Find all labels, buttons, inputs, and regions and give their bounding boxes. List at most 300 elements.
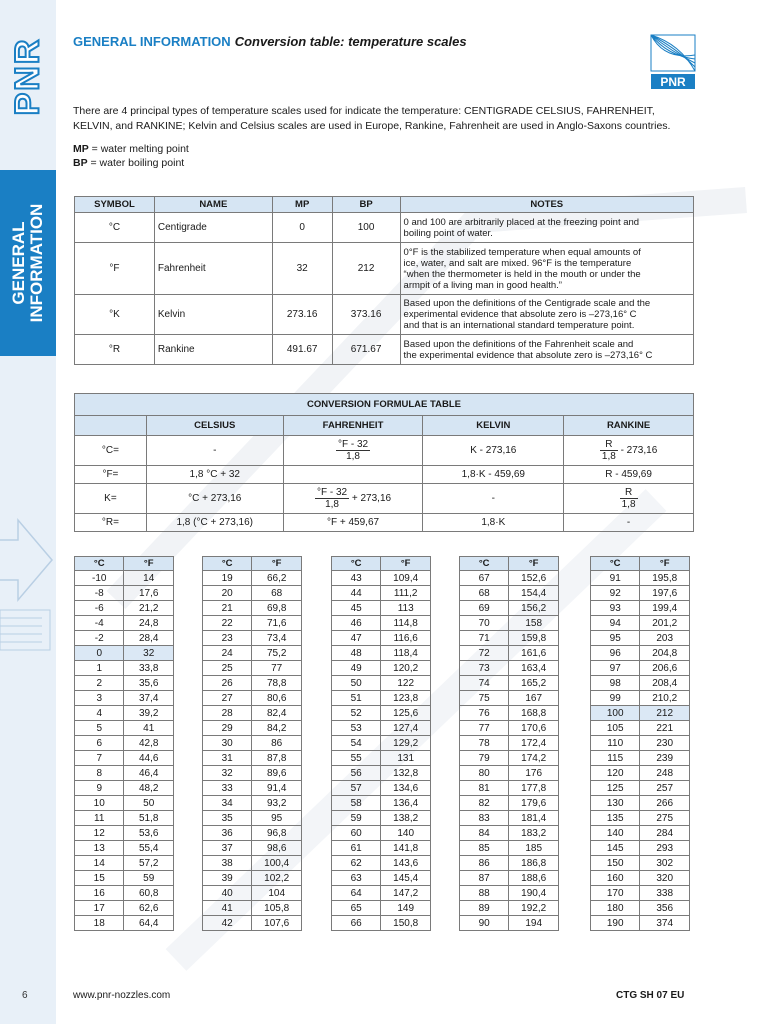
celsius-value: 69 [460, 601, 509, 616]
table-row [460, 571, 559, 586]
celsius-value: 77 [460, 721, 509, 736]
table-row [591, 616, 690, 631]
header-celsius: °C [460, 557, 509, 571]
scale-melting-point: 0 [272, 213, 332, 243]
table-row [203, 886, 302, 901]
fahrenheit-value: 284 [640, 826, 690, 841]
celsius-from-kelvin: K - 273,16 [423, 436, 564, 466]
scale-symbol: °F [75, 243, 155, 295]
celsius-value: 26 [203, 676, 252, 691]
table-row [203, 826, 302, 841]
fraction-numerator: °F - 32 [337, 439, 369, 450]
mp-definition [73, 142, 189, 156]
celsius-value: 22 [203, 616, 252, 631]
celsius-value: 120 [591, 766, 640, 781]
celsius-value: 30 [203, 736, 252, 751]
table-row [332, 646, 431, 661]
page-header [73, 34, 467, 49]
fahrenheit-value: 125,6 [381, 706, 431, 721]
fahrenheit-value: 188,6 [509, 871, 559, 886]
celsius-value: 78 [460, 736, 509, 751]
fahrenheit-from-rankine: R - 459,69 [564, 466, 694, 484]
fraction-suffix: + 273,16 [349, 493, 392, 505]
celsius-value: 29 [203, 721, 252, 736]
kelvin-from-celsius: °C + 273,16 [146, 484, 283, 514]
celsius-value: 93 [591, 601, 640, 616]
table-row [591, 871, 690, 886]
fahrenheit-value: 170,6 [509, 721, 559, 736]
celsius-value: 99 [591, 691, 640, 706]
celsius-value: 87 [460, 871, 509, 886]
table-row [332, 886, 431, 901]
celsius-value: 38 [203, 856, 252, 871]
fahrenheit-value: 89,6 [252, 766, 302, 781]
pnr-logo-text: PNR [660, 75, 686, 89]
fahrenheit-value: 107,6 [252, 916, 302, 931]
table-row [75, 856, 174, 871]
fahrenheit-value: 302 [640, 856, 690, 871]
celsius-value: 110 [591, 736, 640, 751]
celsius-value: 57 [332, 781, 381, 796]
table-row [203, 871, 302, 886]
table-row [332, 781, 431, 796]
celsius-value: -8 [75, 586, 124, 601]
fahrenheit-value: 248 [640, 766, 690, 781]
fahrenheit-value: 147,2 [381, 886, 431, 901]
scale-boiling-point: 671.67 [332, 335, 400, 365]
celsius-value: 45 [332, 601, 381, 616]
celsius-value: 25 [203, 661, 252, 676]
celsius-value: 52 [332, 706, 381, 721]
scale-name: Rankine [154, 335, 272, 365]
temperature-table [459, 556, 559, 931]
table-row [203, 736, 302, 751]
celsius-value: 90 [460, 916, 509, 931]
table-row [591, 736, 690, 751]
table-row [75, 901, 174, 916]
fahrenheit-value: 174,2 [509, 751, 559, 766]
header-symbol: SYMBOL [75, 197, 155, 213]
fahrenheit-value: 203 [640, 631, 690, 646]
table-row [75, 571, 174, 586]
table-row [591, 751, 690, 766]
fahrenheit-value: 37,4 [124, 691, 174, 706]
celsius-value: 89 [460, 901, 509, 916]
celsius-value: 56 [332, 766, 381, 781]
scales-table-header [75, 197, 694, 213]
celsius-value: 70 [460, 616, 509, 631]
fahrenheit-value: 131 [381, 751, 431, 766]
celsius-value: 62 [332, 856, 381, 871]
table-row [203, 856, 302, 871]
celsius-value: 31 [203, 751, 252, 766]
scale-note-line: the experimental evidence that absolute zero is –273,16° C [403, 349, 653, 361]
celsius-value: 59 [332, 811, 381, 826]
scale-note-line: experimental evidence that absolute zero is –273,16° C [403, 309, 637, 320]
fahrenheit-value: 212 [640, 706, 690, 721]
celsius-value: 82 [460, 796, 509, 811]
fahrenheit-value: 138,2 [381, 811, 431, 826]
decorative-arrow-graphic [0, 500, 56, 700]
celsius-value: 23 [203, 631, 252, 646]
celsius-value: 83 [460, 811, 509, 826]
table-row [203, 706, 302, 721]
bp-definition [73, 156, 189, 170]
celsius-value: 6 [75, 736, 124, 751]
celsius-value: -2 [75, 631, 124, 646]
fahrenheit-value: 122 [381, 676, 431, 691]
scale-melting-point: 491.67 [272, 335, 332, 365]
table-row [591, 601, 690, 616]
table-row [332, 616, 431, 631]
fahrenheit-value: 204,8 [640, 646, 690, 661]
table-row [591, 916, 690, 931]
temperature-table [331, 556, 431, 931]
formula-row-rankine [75, 514, 694, 532]
fahrenheit-value: 161,6 [509, 646, 559, 661]
scale-note-line: and that is an international standard temperature point. [403, 320, 635, 331]
fahrenheit-value: 95 [252, 811, 302, 826]
fahrenheit-value: 41 [124, 721, 174, 736]
row-label-kelvin: K= [75, 484, 147, 514]
celsius-value: 10 [75, 796, 124, 811]
row-label-rankine: °R= [75, 514, 147, 532]
table-row [460, 616, 559, 631]
header-fahrenheit: °F [640, 557, 690, 571]
header-celsius: °C [332, 557, 381, 571]
celsius-value: 42 [203, 916, 252, 931]
celsius-value: 36 [203, 826, 252, 841]
table-row [460, 751, 559, 766]
fahrenheit-value: 149 [381, 901, 431, 916]
fahrenheit-value: 46,4 [124, 766, 174, 781]
celsius-value: 5 [75, 721, 124, 736]
celsius-value: 64 [332, 886, 381, 901]
table-row [332, 901, 431, 916]
scale-name: Centigrade [154, 213, 272, 243]
fahrenheit-value: 338 [640, 886, 690, 901]
celsius-value: -4 [75, 616, 124, 631]
table-row [203, 631, 302, 646]
table-row [203, 721, 302, 736]
celsius-value: 28 [203, 706, 252, 721]
fahrenheit-value: 62,6 [124, 901, 174, 916]
scale-row [75, 295, 694, 335]
scale-row [75, 335, 694, 365]
celsius-value: 75 [460, 691, 509, 706]
fahrenheit-value: 98,6 [252, 841, 302, 856]
table-row [591, 796, 690, 811]
definitions [73, 142, 189, 170]
fahrenheit-value: 186,8 [509, 856, 559, 871]
table-row [332, 751, 431, 766]
celsius-value: 17 [75, 901, 124, 916]
table-row [591, 631, 690, 646]
table-row [203, 691, 302, 706]
fahrenheit-value: 111,2 [381, 586, 431, 601]
celsius-value: 80 [460, 766, 509, 781]
fahrenheit-value: 266 [640, 796, 690, 811]
fahrenheit-value: 320 [640, 871, 690, 886]
mp-text: = water melting point [88, 143, 189, 155]
header-mp: MP [272, 197, 332, 213]
scale-boiling-point: 100 [332, 213, 400, 243]
fahrenheit-value: 102,2 [252, 871, 302, 886]
celsius-value: 15 [75, 871, 124, 886]
celsius-value: 12 [75, 826, 124, 841]
fahrenheit-value: 127,4 [381, 721, 431, 736]
celsius-value: 27 [203, 691, 252, 706]
section-title: GENERAL INFORMATION [73, 34, 231, 49]
fahrenheit-value: 75,2 [252, 646, 302, 661]
table-row [460, 841, 559, 856]
table-row [591, 886, 690, 901]
table-row [591, 691, 690, 706]
celsius-value: 48 [332, 646, 381, 661]
table-row [591, 661, 690, 676]
kelvin-from-fahrenheit [283, 484, 423, 514]
fahrenheit-value: 195,8 [640, 571, 690, 586]
fahrenheit-from-fahrenheit [283, 466, 423, 484]
table-row [203, 766, 302, 781]
header-fahrenheit: °F [124, 557, 174, 571]
celsius-value: 51 [332, 691, 381, 706]
fahrenheit-value: 80,6 [252, 691, 302, 706]
fahrenheit-value: 257 [640, 781, 690, 796]
table-row [332, 631, 431, 646]
celsius-value: 76 [460, 706, 509, 721]
table-row [203, 616, 302, 631]
table-row [591, 901, 690, 916]
celsius-value: 49 [332, 661, 381, 676]
celsius-value: 1 [75, 661, 124, 676]
scale-melting-point: 273.16 [272, 295, 332, 335]
table-row [203, 751, 302, 766]
celsius-value: 16 [75, 886, 124, 901]
fahrenheit-value: 159,8 [509, 631, 559, 646]
fahrenheit-value: 114,8 [381, 616, 431, 631]
table-row [203, 571, 302, 586]
celsius-value: 14 [75, 856, 124, 871]
celsius-value: 33 [203, 781, 252, 796]
table-row [203, 811, 302, 826]
fahrenheit-value: 177,8 [509, 781, 559, 796]
fahrenheit-value: 73,4 [252, 631, 302, 646]
celsius-value: 98 [591, 676, 640, 691]
fahrenheit-value: 158 [509, 616, 559, 631]
fahrenheit-value: 179,6 [509, 796, 559, 811]
celsius-value: 55 [332, 751, 381, 766]
table-row [460, 646, 559, 661]
table-row [460, 811, 559, 826]
header-blank [75, 416, 147, 436]
fahrenheit-value: 77 [252, 661, 302, 676]
celsius-value: 13 [75, 841, 124, 856]
page-number: 6 [22, 990, 28, 1001]
table-row [203, 901, 302, 916]
table-row [460, 736, 559, 751]
fahrenheit-value: 181,4 [509, 811, 559, 826]
fahrenheit-value: 24,8 [124, 616, 174, 631]
table-row [332, 661, 431, 676]
celsius-value: 44 [332, 586, 381, 601]
table-row [460, 796, 559, 811]
row-label-fahrenheit: °F= [75, 466, 147, 484]
table-row [203, 646, 302, 661]
footer-website[interactable]: www.pnr-nozzles.com [73, 990, 171, 1001]
fahrenheit-value: 68 [252, 586, 302, 601]
scale-note-line: Based upon the definitions of the Centigrade scale and the [403, 298, 651, 309]
table-row [332, 811, 431, 826]
fahrenheit-value: 91,4 [252, 781, 302, 796]
fahrenheit-value: 104 [252, 886, 302, 901]
section-tab-label: GENERAL INFORMATION [9, 203, 46, 323]
table-row [460, 601, 559, 616]
table-row [591, 841, 690, 856]
celsius-value: 86 [460, 856, 509, 871]
table-row [460, 916, 559, 931]
scale-note-line: 0 and 100 are arbitrarily placed at the freezing point and [403, 216, 640, 228]
celsius-value: 0 [75, 646, 124, 661]
fahrenheit-value: 199,4 [640, 601, 690, 616]
table-row [332, 871, 431, 886]
fahrenheit-value: 185 [509, 841, 559, 856]
table-row [203, 781, 302, 796]
fahrenheit-value: 374 [640, 916, 690, 931]
celsius-value: 40 [203, 886, 252, 901]
celsius-value: 63 [332, 871, 381, 886]
header-celsius: °C [591, 557, 640, 571]
celsius-value: 18 [75, 916, 124, 931]
celsius-value: 19 [203, 571, 252, 586]
celsius-value: 34 [203, 796, 252, 811]
table-row [332, 856, 431, 871]
fraction-denominator: 1,8 [601, 451, 616, 462]
page-title: Conversion table: temperature scales [234, 34, 467, 49]
fahrenheit-from-celsius: 1,8 °C + 32 [146, 466, 283, 484]
celsius-value: 68 [460, 586, 509, 601]
table-row [591, 586, 690, 601]
fahrenheit-value: 120,2 [381, 661, 431, 676]
fahrenheit-value: 100,4 [252, 856, 302, 871]
table-row [75, 721, 174, 736]
fahrenheit-value: 156,2 [509, 601, 559, 616]
fahrenheit-from-kelvin: 1,8·K - 459,69 [423, 466, 564, 484]
celsius-from-rankine [564, 436, 694, 466]
fahrenheit-value: 57,2 [124, 856, 174, 871]
formula-row-kelvin [75, 484, 694, 514]
header-kelvin: KELVIN [423, 416, 564, 436]
celsius-value: 95 [591, 631, 640, 646]
table-row [203, 796, 302, 811]
fahrenheit-value: 96,8 [252, 826, 302, 841]
table-row [332, 571, 431, 586]
fahrenheit-value: 109,4 [381, 571, 431, 586]
celsius-value: 96 [591, 646, 640, 661]
celsius-value: 88 [460, 886, 509, 901]
fahrenheit-value: 140 [381, 826, 431, 841]
table-row [203, 916, 302, 931]
table-row [460, 781, 559, 796]
fahrenheit-value: 134,6 [381, 781, 431, 796]
temperature-table [202, 556, 302, 931]
fahrenheit-value: 93,2 [252, 796, 302, 811]
fahrenheit-value: 123,8 [381, 691, 431, 706]
celsius-value: 47 [332, 631, 381, 646]
fahrenheit-value: 150,8 [381, 916, 431, 931]
celsius-value: 73 [460, 661, 509, 676]
table-row [332, 766, 431, 781]
header-celsius: CELSIUS [146, 416, 283, 436]
celsius-value: 79 [460, 751, 509, 766]
rankine-from-celsius: 1,8 (°C + 273,16) [146, 514, 283, 532]
celsius-value: 39 [203, 871, 252, 886]
fahrenheit-value: 168,8 [509, 706, 559, 721]
celsius-value: 60 [332, 826, 381, 841]
fahrenheit-value: 87,8 [252, 751, 302, 766]
table-row [203, 661, 302, 676]
scale-note-line: Based upon the definitions of the Fahrenheit scale and [403, 338, 634, 350]
celsius-value: 7 [75, 751, 124, 766]
table-row [75, 736, 174, 751]
fahrenheit-value: 197,6 [640, 586, 690, 601]
fahrenheit-value: 239 [640, 751, 690, 766]
table-row [75, 676, 174, 691]
intro-paragraph: There are 4 principal types of temperature scales used for indicate the temperature: CENTIGRADE CELSIUS, FAHRENHEIT, KELVIN, and RANKINE; Kelvin and Celsius scales are used in Europe, Rankine, Fahrenheit are used in Anglo-Saxons countries. [73, 105, 671, 132]
celsius-value: 58 [332, 796, 381, 811]
celsius-value: 94 [591, 616, 640, 631]
table-row [460, 886, 559, 901]
table-row [75, 766, 174, 781]
table-row [460, 826, 559, 841]
table-row [75, 811, 174, 826]
header-celsius: °C [203, 557, 252, 571]
fahrenheit-value: 145,4 [381, 871, 431, 886]
fahrenheit-value: 206,6 [640, 661, 690, 676]
celsius-value: 20 [203, 586, 252, 601]
header-fahrenheit: FAHRENHEIT [283, 416, 423, 436]
mp-abbreviation: MP [73, 143, 89, 155]
table-row [591, 856, 690, 871]
fahrenheit-value: 39,2 [124, 706, 174, 721]
table-row [332, 706, 431, 721]
scale-notes [400, 295, 693, 335]
fraction-numerator: R [600, 439, 618, 451]
fahrenheit-value: 60,8 [124, 886, 174, 901]
celsius-value: 150 [591, 856, 640, 871]
header-fahrenheit: °F [509, 557, 559, 571]
fahrenheit-value: 71,6 [252, 616, 302, 631]
fahrenheit-value: 201,2 [640, 616, 690, 631]
fahrenheit-value: 113 [381, 601, 431, 616]
table-row [75, 586, 174, 601]
table-row [591, 781, 690, 796]
fahrenheit-value: 163,4 [509, 661, 559, 676]
fraction-denominator: 1,8 [346, 451, 360, 462]
celsius-value: 160 [591, 871, 640, 886]
celsius-value: 65 [332, 901, 381, 916]
table-row [460, 856, 559, 871]
celsius-value: 105 [591, 721, 640, 736]
scale-note-line: boiling point of water. [403, 227, 493, 239]
scale-notes [400, 213, 693, 243]
celsius-value: 74 [460, 676, 509, 691]
celsius-value: 85 [460, 841, 509, 856]
fahrenheit-value: 78,8 [252, 676, 302, 691]
formula-row-celsius [75, 436, 694, 466]
celsius-value: 8 [75, 766, 124, 781]
celsius-value: 43 [332, 571, 381, 586]
